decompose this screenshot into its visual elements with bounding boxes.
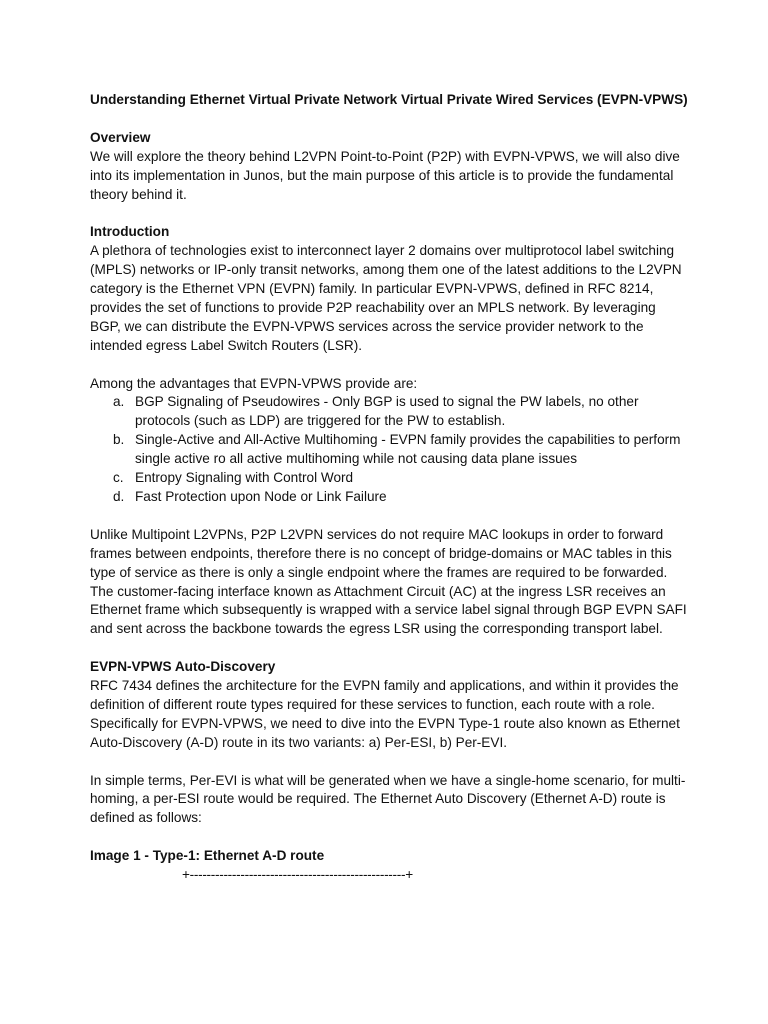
document-page <box>90 91 690 885</box>
advantages-list <box>90 393 690 506</box>
list-item-text: Single-Active and All-Active Multihoming - EVPN family provides the capabilities to perform single active ro all active multihoming while not causing data plane issues <box>135 432 681 467</box>
image-caption: Image 1 - Type-1: Ethernet A-D route <box>90 848 325 864</box>
list-marker: a. <box>113 394 125 410</box>
overview-heading: Overview <box>90 129 151 145</box>
list-item-text: BGP Signaling of Pseudowires - Only BGP is used to signal the PW labels, no other protocols (such as LDP) are triggered for the PW to establish. <box>135 394 639 429</box>
introduction-paragraph: A plethora of technologies exist to interconnect layer 2 domains over multiprotocol label switching (MPLS) networks or IP-only transit networks, among them one of the latest additions to the L2VPN category is the Ethernet VPN (EVPN) family. In particular EVPN-VPWS, defined in RFC 8214, provides the set of functions to provide P2P reachability over an MPLS network. By leveraging BGP, we can distribute the EVPN-VPWS services across the service provider network to the intended egress Label Switch Routers (LSR). <box>90 243 682 353</box>
spacer <box>90 507 690 526</box>
list-item <box>90 393 690 431</box>
list-marker: c. <box>113 470 124 486</box>
document-title: Understanding Ethernet Virtual Private Network Virtual Private Wired Services (EVPN-VPWS) <box>90 92 688 107</box>
advantages-intro: Among the advantages that EVPN-VPWS provide are: <box>90 375 418 391</box>
spacer <box>90 828 690 847</box>
list-item-text: Entropy Signaling with Control Word <box>135 470 354 486</box>
list-item <box>90 469 690 488</box>
spacer <box>90 204 690 223</box>
autodiscovery-heading: EVPN-VPWS Auto-Discovery <box>90 659 276 675</box>
spacer <box>90 639 690 658</box>
p2p-paragraph: Unlike Multipoint L2VPNs, P2P L2VPN services do not require MAC lookups in order to forward frames between endpoints, therefore there is no concept of bridge-domains or MAC tables in this type of service as there is only a single endpoint where the frames are required to be forwarded. The customer-facing interface known as Attachment Circuit (AC) at the ingress LSR receives an Ethernet frame which subsequently is wrapped with a service label signal through BGP EVPN SAFI and sent across the backbone towards the egress LSR using the corresponding transport label. <box>90 526 687 637</box>
list-item-text: Fast Protection upon Node or Link Failure <box>135 488 387 504</box>
overview-paragraph: We will explore the theory behind L2VPN Point-to-Point (P2P) with EVPN-VPWS, we will also dive into its implementation in Junos, but the main purpose of this article is to provide the fundamental theory behind it. <box>90 148 680 202</box>
list-item <box>90 488 690 507</box>
list-item <box>90 431 690 469</box>
autodiscovery-paragraph-2: In simple terms, Per-EVI is what will be generated when we have a single-home scenario, for multi-homing, a per-ESI route would be required. The Ethernet Auto Discovery (Ethernet A-D) route is defined as follows: <box>90 772 686 826</box>
list-marker: d. <box>113 488 125 504</box>
spacer <box>90 356 690 375</box>
list-marker: b. <box>113 432 125 448</box>
spacer <box>90 753 690 772</box>
introduction-heading: Introduction <box>90 224 170 240</box>
autodiscovery-paragraph-1: RFC 7434 defines the architecture for the EVPN family and applications, and within it provides the definition of different route types required for these services to function, each route with a role. Specifically for EVPN-VPWS, we need to dive into the EVPN Type-1 route also known as Ethernet Auto-Discovery (A-D) route in its two variants: a) Per-ESI, b) Per-EVI. <box>90 678 680 750</box>
spacer <box>90 110 690 129</box>
ascii-diagram-border: +---------------------------------------------------+ <box>182 867 413 883</box>
